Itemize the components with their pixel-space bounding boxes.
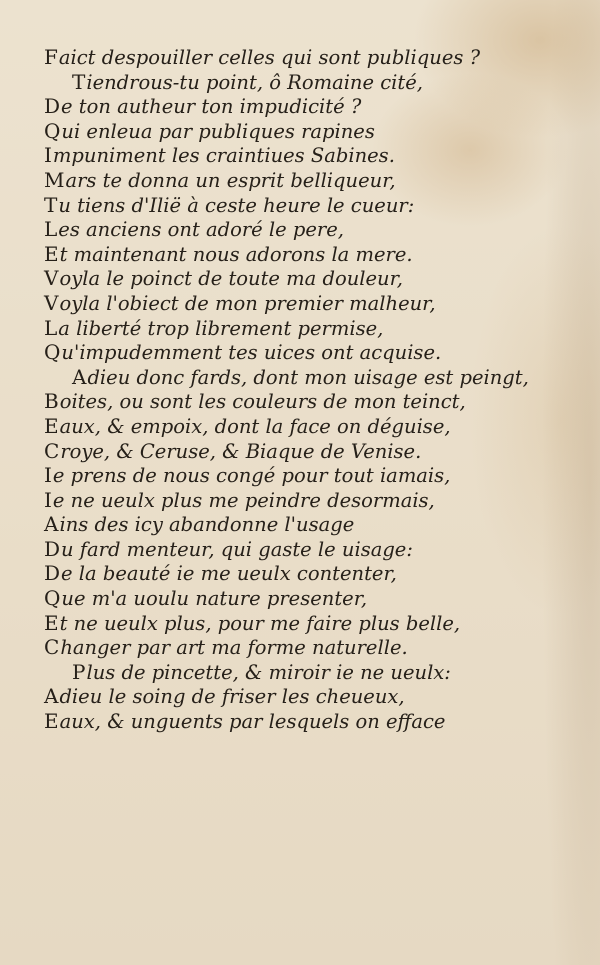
verse-line (44, 414, 564, 439)
verse-text: mpuniment les craintiues Sabines. (52, 144, 395, 168)
verse-line (44, 70, 564, 95)
verse-initial: D (44, 561, 61, 586)
verse-initial: I (44, 143, 52, 168)
verse-text: u'impudemment tes uices ont acquise. (61, 341, 442, 365)
verse-line (44, 635, 564, 660)
verse-text: ins des icy abandonne l'usage (59, 513, 355, 537)
verse-initial: T (72, 69, 86, 94)
verse-initial: V (44, 290, 59, 315)
verse-initial: M (44, 167, 65, 192)
verse-initial: I (44, 487, 52, 512)
verse-text: hanger par art ma forme naturelle. (60, 636, 408, 660)
verse-line (44, 94, 564, 119)
verse-text: oites, ou sont les couleurs de mon teinct, (59, 390, 466, 414)
verse-text: t ne ueulx plus, pour me faire plus belle, (59, 611, 461, 635)
verse-initial: Q (44, 340, 61, 365)
verse-text: e prens de nous congé pour tout iamais, (52, 464, 451, 488)
verse-text: ue m'a uoulu nature presenter, (61, 587, 368, 611)
verse-initial: E (44, 241, 59, 266)
verse-text: ui enleua par publiques rapines (61, 119, 375, 143)
verse-text: dieu le soing de friser les cheueux, (59, 685, 405, 709)
verse-line (44, 143, 564, 168)
verse-initial: B (44, 389, 59, 414)
verse-text: u tiens d'Ilië à ceste heure le cueur: (58, 193, 415, 217)
verse-text: aux, & unguents par lesquels on efface (59, 710, 446, 734)
verse-line (44, 561, 564, 586)
verse-text: ars te donna un esprit belliqueur, (65, 168, 396, 192)
verse-line (44, 119, 564, 144)
verse-line (44, 45, 564, 70)
verse-text: e ton autheur ton impudicité ? (61, 95, 362, 119)
verse-initial: Q (44, 586, 61, 611)
verse-line (44, 611, 564, 636)
verse-text: iendrous-tu point, ô Romaine cité, (86, 70, 423, 94)
poem-text (44, 45, 564, 734)
verse-text: a liberté trop librement permise, (58, 316, 384, 340)
verse-text: roye, & Ceruse, & Biaque de Venise. (60, 439, 422, 463)
verse-text: aict despouiller celles qui sont publiques ? (58, 46, 481, 69)
verse-line (44, 463, 564, 488)
verse-text: u fard menteur, qui gaste le uisage: (61, 537, 413, 561)
verse-line (44, 512, 564, 537)
verse-line (44, 537, 564, 562)
verse-initial: A (44, 512, 59, 537)
verse-initial: Q (44, 118, 61, 143)
verse-line (44, 488, 564, 513)
verse-line (44, 365, 564, 390)
verse-initial: F (44, 45, 58, 69)
verse-text: oyla l'obiect de mon premier malheur, (59, 291, 436, 315)
verse-initial: L (44, 217, 58, 242)
verse-initial: E (44, 413, 59, 438)
verse-line (44, 291, 564, 316)
verse-line (44, 439, 564, 464)
verse-text: aux, & empoix, dont la face on déguise, (59, 414, 451, 438)
verse-initial: A (44, 684, 59, 709)
verse-initial: P (72, 659, 86, 684)
verse-text: t maintenant nous adorons la mere. (59, 242, 413, 266)
verse-text: es anciens ont adoré le pere, (58, 218, 344, 242)
verse-initial: T (44, 192, 58, 217)
verse-initial: E (44, 610, 59, 635)
verse-text: e la beauté ie me ueulx contenter, (61, 562, 397, 586)
verse-line (44, 316, 564, 341)
verse-line (44, 168, 564, 193)
verse-initial: D (44, 536, 61, 561)
verse-line (44, 660, 564, 685)
verse-text: lus de pincette, & miroir ie ne ueulx: (86, 660, 451, 684)
verse-initial: L (44, 315, 58, 340)
verse-text: dieu donc fards, dont mon uisage est peingt, (87, 365, 529, 389)
verse-initial: I (44, 463, 52, 488)
verse-line (44, 266, 564, 291)
verse-initial: D (44, 94, 61, 119)
verse-line (44, 684, 564, 709)
verse-text: e ne ueulx plus me peindre desormais, (52, 488, 435, 512)
verse-line (44, 217, 564, 242)
verse-text: oyla le poinct de toute ma douleur, (59, 267, 403, 291)
verse-line (44, 389, 564, 414)
verse-line (44, 709, 564, 734)
verse-initial: V (44, 266, 59, 291)
verse-line (44, 586, 564, 611)
verse-initial: A (72, 364, 87, 389)
verse-line (44, 340, 564, 365)
verse-initial: C (44, 438, 60, 463)
verse-initial: E (44, 709, 59, 734)
verse-line (44, 193, 564, 218)
verse-initial: C (44, 635, 60, 660)
verse-line (44, 242, 564, 267)
